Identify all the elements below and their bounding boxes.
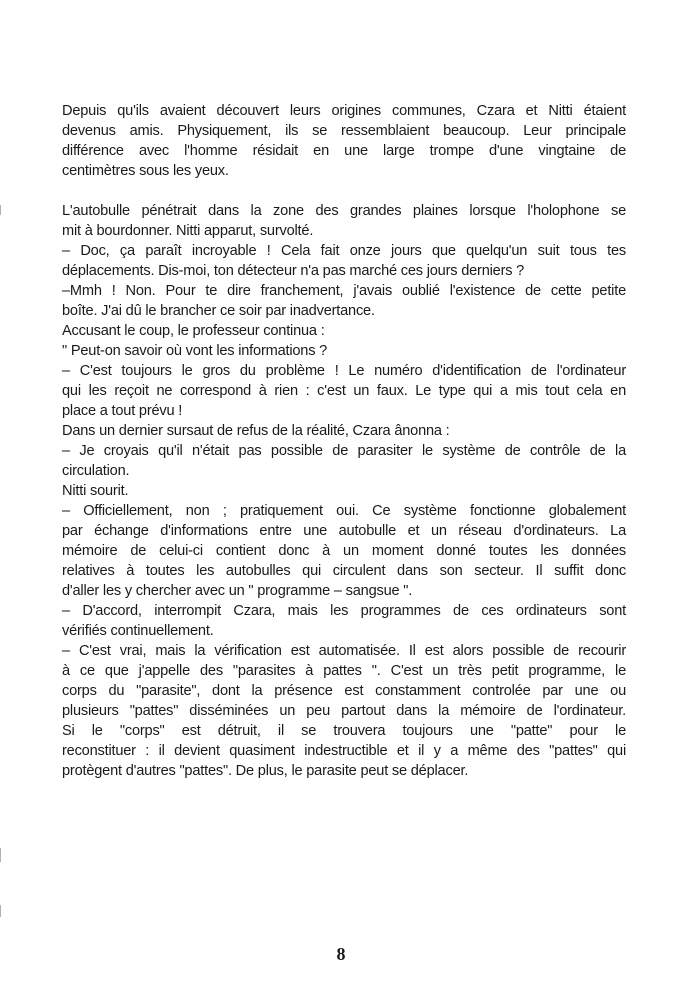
text-line: – Officiellement, non ; pratiquement oui. Ce système fonctionne globalement bbox=[62, 503, 626, 519]
text-line: –Mmh ! Non. Pour te dire franchement, j'avais oublié l'existence de cette petite bbox=[62, 283, 626, 299]
text-line: L'autobulle pénétrait dans la zone des grandes plaines lorsque l'holophone se bbox=[62, 203, 626, 219]
text-line: – Je croyais qu'il n'était pas possible de parasiter le système de contrôle de la bbox=[62, 443, 626, 459]
text-line: Depuis qu'ils avaient découvert leurs origines communes, Czara et Nitti étaient bbox=[62, 103, 626, 119]
text-line: corps du "parasite", dont la présence est constamment controlée par une ou bbox=[62, 683, 626, 699]
text-line: d'aller les y chercher avec un " programme – sangsue ". bbox=[62, 583, 413, 599]
text-line: – C'est vrai, mais la vérification est automatisée. Il est alors possible de recourir bbox=[62, 643, 626, 659]
text-line: circulation. bbox=[62, 463, 130, 479]
text-line: à ce que j'appelle des "parasites à pattes ". C'est un très petit programme, le bbox=[62, 663, 626, 679]
text-line: place a tout prévu ! bbox=[62, 403, 183, 419]
paragraph-dialogue bbox=[62, 201, 626, 781]
text-line: Dans un dernier sursaut de refus de la réalité, Czara ânonna : bbox=[62, 423, 450, 439]
text-line: déplacements. Dis-moi, ton détecteur n'a pas marché ces jours derniers ? bbox=[62, 263, 525, 279]
scan-mark bbox=[0, 848, 1, 862]
page-number: 8 bbox=[336, 944, 346, 964]
text-line: Accusant le coup, le professeur continua : bbox=[62, 323, 325, 339]
paragraph-intro bbox=[62, 101, 626, 181]
text-line: relatives à toutes les autobulles qui circulent dans son secteur. Il suffit donc bbox=[62, 563, 626, 579]
text-line: – C'est toujours le gros du problème ! Le numéro d'identification de l'ordinateur bbox=[62, 363, 626, 379]
text-line: devenus amis. Physiquement, ils se ressemblaient beaucoup. Leur principale bbox=[62, 123, 626, 139]
text-line: – Doc, ça paraît incroyable ! Cela fait onze jours que quelqu'un suit tous tes bbox=[62, 243, 626, 259]
text-line: protègent d'autres "pattes". De plus, le parasite peut se déplacer. bbox=[62, 763, 469, 779]
text-line: " Peut-on savoir où vont les informations ? bbox=[62, 343, 328, 359]
text-line: plusieurs "pattes" disséminées un peu partout dans la mémoire de l'ordinateur. bbox=[62, 703, 626, 719]
text-line: Nitti sourit. bbox=[62, 483, 129, 499]
scan-mark bbox=[0, 905, 1, 917]
text-line: différence avec l'homme résidait en une large trompe d'une vingtaine de bbox=[62, 143, 626, 159]
text-line: mémoire de celui-ci contient donc à un moment donné toutes les données bbox=[62, 543, 626, 559]
scan-mark bbox=[0, 205, 1, 215]
text-line: mit à bourdonner. Nitti apparut, survolté. bbox=[62, 223, 314, 239]
text-line: par échange d'informations entre une autobulle et un réseau d'ordinateurs. La bbox=[62, 523, 626, 539]
text-line: Si le "corps" est détruit, il se trouvera toujours une "patte" pour le bbox=[62, 723, 626, 739]
text-line: – D'accord, interrompit Czara, mais les programmes de ces ordinateurs sont bbox=[62, 603, 626, 619]
text-line: boîte. J'ai dû le brancher ce soir par inadvertance. bbox=[62, 303, 375, 319]
text-line: qui les reçoit ne correspond à rien : c'est un faux. Le type qui a mis tout cela en bbox=[62, 383, 626, 399]
text-line: reconstituer : il devient quasiment indestructible et il y a même des "pattes" qui bbox=[62, 743, 626, 759]
text-line: vérifiés continuellement. bbox=[62, 623, 214, 639]
text-line: centimètres sous les yeux. bbox=[62, 163, 229, 179]
